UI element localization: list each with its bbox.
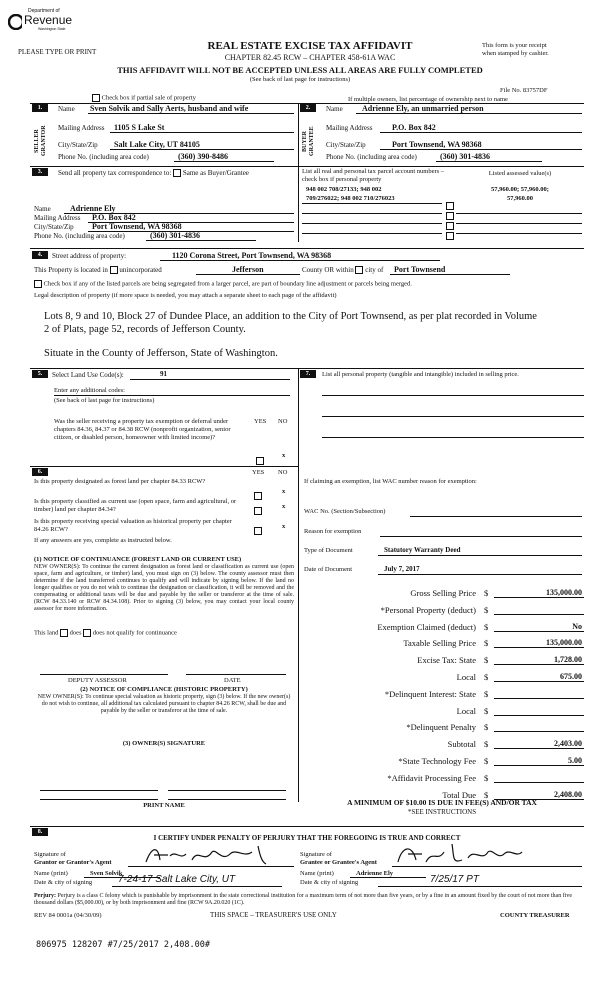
current-use-no-mark[interactable]: x [282,503,286,510]
grantor-sig-label-1: Signature of [34,851,66,858]
grantor-date-city[interactable]: 7-24-17 Salt Lake City, UT [118,874,236,885]
see-instructions: *SEE INSTRUCTIONS [407,808,477,816]
forest-no-mark[interactable]: x [282,488,286,495]
print-name-label: PRINT NAME [143,802,185,809]
logo-word: Revenue [24,13,73,27]
correspondence-name-label: Name [34,205,51,213]
parcel-checkbox-4[interactable] [446,227,454,245]
tax-row-currency: $ [484,588,489,598]
additional-codes: Enter any additional codes: [54,387,125,394]
correspondence-label-text: Send all property tax correspondence to: [58,169,172,177]
grantee-date-label: Date & city of signing [300,879,359,886]
tax-row-currency: $ [484,790,489,800]
please-type: PLEASE TYPE OR PRINT [18,48,97,56]
grantee-name-label: Name (print) [300,870,334,877]
tax-row-label: Excise Tax: State [417,655,476,665]
grantee-sig-label-2: Grantee or Grantee's Agent [300,859,377,866]
tax-row-label: Local [456,706,476,716]
assessed-values-1[interactable]: 57,960.00; 57,960.00; [491,186,549,193]
segregated-line [34,280,594,288]
street-address[interactable]: 1120 Corona Street, Port Townsend, WA 98368 [172,251,332,260]
section-3-number: 3. [32,168,48,176]
tax-row-label: Local [456,672,476,682]
seller-mailing[interactable]: 1105 S Lake St [114,123,165,132]
partial-sale-checkbox[interactable] [92,94,100,102]
buyer-phone-label: Phone No. (including area code) [326,153,417,161]
correspondence-mailing-label: Mailing Address [34,214,81,222]
parcels-label: List all real and personal tax parcel account numbers – check box if personal property [302,168,445,183]
does-label: does [69,629,82,637]
tax-row-currency: $ [484,773,489,783]
county-or-line [302,266,383,274]
multiple-owners: If multiple owners, list percentage of ownership next to name [348,96,508,103]
section6-yes: YES [252,469,265,476]
doc-date-label: Date of Document [304,566,353,573]
grantee-signature[interactable] [392,840,532,868]
assessed-values-2[interactable]: 57,960.00 [507,195,533,202]
tax-row-label: *Personal Property (deduct) [380,605,476,615]
grantee-name[interactable]: Adrienne Ely [356,870,394,877]
correspondence-name[interactable]: Adrienne Ely [70,204,116,213]
tax-row-label: Gross Selling Price [410,588,476,598]
seller-side-label: SELLER GRANTOR [34,125,47,157]
tax-row-currency: $ [484,756,489,766]
seller-phone-label: Phone No. (including area code) [58,153,149,161]
section5-see-back: (See back of last page for instructions) [54,397,155,404]
historic-yes-checkbox[interactable] [254,522,262,540]
treasurer-use: THIS SPACE – TREASURER'S USE ONLY [210,911,337,919]
situate-line[interactable]: Situate in the County of Jefferson, State of Washington. [44,348,278,359]
correspondence-label [58,169,249,177]
grantor-date-label: Date & city of signing [34,879,93,886]
warning: THIS AFFIDAVIT WILL NOT BE ACCEPTED UNLESS ALL AREAS ARE FULLY COMPLETED [117,65,483,75]
unincorporated-checkbox[interactable] [110,266,118,274]
buyer-city[interactable]: Port Townsend, WA 98368 [392,140,482,149]
buyer-side-label: BUYER GRANTEE [302,126,315,156]
same-as-buyer-label: Same as Buyer/Grantee [182,169,249,177]
section6-no: NO [278,469,288,476]
exemption-question: Was the seller receiving a property tax exemption or deferral under chapters 84.36, 84.37 or 84.38 RCW (nonprofit organization, senior citizen, or disabled person, homeowner with limited income)? [54,418,231,441]
partial-sale-label: Check box if partial sale of property [101,94,196,102]
segregated-checkbox[interactable] [34,280,42,288]
section-2-number: 2. [300,104,316,112]
receipt-note-1: This form is your receipt [482,42,547,49]
tax-row-label: Taxable Selling Price [403,638,476,648]
seller-name[interactable]: Sven Solvik and Sally Aerts, husband and wife [90,104,249,113]
current-use-yes-checkbox[interactable] [254,502,262,520]
section-7-number: 7. [300,370,316,378]
perjury-text: Perjury is a class C felony which is punishable by imprisonment in the state correctional institution for a maximum term of not more than five years, or by a fine in an amount fixed by the court of not more than five thousand dollars ($5,000.00), or by both imprisonment and fine (RCW 9A.20.020 (1C). [34,893,573,906]
file-no: File No. 83757DF [500,87,548,94]
street-label: Street address of property: [52,252,127,260]
tax-row-currency: $ [484,605,489,615]
within-city-checkbox[interactable] [355,266,363,274]
parcel-numbers-1[interactable]: 948 002 708/27133; 948 002 [306,186,382,193]
doc-date[interactable]: July 7, 2017 [384,565,420,573]
tax-row-currency: $ [484,638,489,648]
correspondence-city[interactable]: Port Townsend, WA 98368 [92,222,182,231]
form-chapter: CHAPTER 82.45 RCW – CHAPTER 458-61A WAC [224,53,396,62]
receipt-note-2: when stamped by cashier. [482,50,549,57]
grantor-name-label: Name (print) [34,870,68,877]
notice-continuance-title: (1) NOTICE OF CONTINUANCE (FOREST LAND OR CURRENT USE) [34,556,242,563]
unincorporated-label: unincorporated [119,266,162,274]
this-land-line [34,629,177,637]
tax-row-currency: $ [484,706,489,716]
tax-row-label: *Affidavit Processing Fee [387,773,476,783]
section5-no: NO [278,418,288,425]
legal-description-2[interactable]: 2 of Plats, page 52, records of Jefferson County. [44,324,246,335]
notice-compliance-body: NEW OWNER(S): To continue special valuation as historic property, sign (3) below. If the new owner(s) do not wish to continue, all additional tax calculated pursuant to chapter 84.26 RCW, shall be due and payable by the seller or transferor at the time of sale. [37,694,291,714]
county-or-label: County OR within [302,266,354,274]
tax-row-value[interactable]: 1,728.00 [554,655,582,664]
seller-phone[interactable]: (360) 390-8486 [178,152,228,161]
certify-statement: I CERTIFY UNDER PENALTY OF PERJURY THAT THE FOREGOING IS TRUE AND CORRECT [153,834,461,842]
exemption-no-mark[interactable]: x [282,452,286,459]
form-title: REAL ESTATE EXCISE TAX AFFIDAVIT [207,40,413,52]
legal-description-1[interactable]: Lots 8, 9 and 10, Block 27 of Dundee Place, an addition to the City of Port Townsend, as per plat recorded in Volume [44,311,537,322]
tax-row-value[interactable]: 5.00 [568,756,582,765]
county-treasurer: COUNTY TREASURER [500,912,570,919]
notice-continuance-body: NEW OWNER(S): To continue the current designation as forest land or classification as current use (open space, farm and agriculture, or timber) land, you must sign on (3) below. The county assessor must then determine if the land transferred continues to qualify and will indicate by signing below. If the land no longer qualifies or you do not wish to continue the designation or classification, it will be removed and the compensating or additional taxes will be due and payable by the seller or transferor at the time of sale. (RCW 84.33.140 or RCW 84.34.108). Prior to signing (3) below, you may contact your local county assessor for more information. [34,564,294,612]
rev-number: REV 84 0001a (04/30/09) [34,912,102,919]
partial-sale [92,94,196,102]
tax-row-label: *Delinquent Penalty [406,722,476,732]
section5-yes: YES [254,418,267,425]
tax-row-label: Subtotal [447,739,476,749]
logo-line3: Washington State [38,27,66,31]
logo-swoosh-icon [8,14,22,30]
section-6-number: 6. [32,468,48,476]
correspondence-city-label: City/State/Zip [34,223,74,231]
notice-compliance-title: (2) NOTICE OF COMPLIANCE (HISTORIC PROPERTY) [80,686,248,693]
doc-type-label: Type of Document [304,547,353,554]
historic-question: Is this property receiving special valuation as historical property per chapter 84.26 RCW? [34,518,232,533]
seller-city[interactable]: Salt Lake City, UT 84105 [114,140,200,149]
grantor-sig-label-2: Grantor or Grantor's Agent [34,859,112,866]
buyer-mailing[interactable]: P.O. Box 842 [392,123,436,132]
legal-label: Legal description of property (if more space is needed, you may attach a separate sheet to each page of the affidavit) [34,292,337,299]
section-4-number: 4. [32,251,48,259]
section-5-number: 5. [32,370,48,378]
grantee-date-city[interactable]: 7/25/17 PT [430,874,479,885]
treasurer-stamp: 806975 128207 #7/25/2017 2,408.00# [36,940,210,950]
tax-row-currency: $ [484,722,489,732]
section6-note: If any answers are yes, complete as instructed below. [34,537,172,544]
personal-property-label: List all personal property (tangible and intangible) included in selling price. [322,371,519,378]
perjury-label: Perjury: [34,893,56,899]
segregated-label: Check box if any of the listed parcels are being segregated from a larger parcel, are part of boundary line adjustment or parcels being merged. [43,280,412,288]
tax-row-label: *State Technology Fee [398,756,476,766]
correspondence-phone[interactable]: (360) 301-4836 [150,231,200,240]
see-back: (See back of last page for instructions) [249,76,351,83]
tax-row-value[interactable]: 2,408.00 [554,790,582,799]
tax-row-currency: $ [484,655,489,665]
seller-city-label: City/State/Zip [58,141,98,149]
current-use-question: Is this property classified as current use (open space, farm and agricultural, or timber) land per chapter 84.34? [34,498,237,513]
tax-row-label: Total Due [442,790,476,800]
does-not-checkbox[interactable] [83,629,91,637]
this-land-label: This land [34,629,59,637]
minimum-due-note: A MINIMUM OF $10.00 IS DUE IN FEE(S) AND/OR TAX [347,798,537,807]
assessor-date-label: DATE [224,677,241,684]
forest-land-question: Is this property designated as forest land per chapter 84.33 RCW? [34,478,206,485]
tax-row-value[interactable]: 2,403.00 [554,739,582,748]
tax-row-value[interactable]: No [572,622,582,631]
seller-mailing-label: Mailing Address [58,124,105,132]
tax-row-value[interactable]: 135,000.00 [546,588,582,597]
correspondence-mailing[interactable]: P.O. Box 842 [92,213,136,222]
section-1-number: 1. [32,104,48,112]
section-8-number: 8. [32,828,48,836]
reason-label: Reason for exemption [304,528,362,535]
city-of-label: city of [365,266,384,274]
grantor-name[interactable]: Sven Solvik [90,870,123,877]
seller-name-label: Name [58,105,75,113]
doc-type[interactable]: Statutory Warranty Deed [384,546,461,554]
assessed-label: Listed assessed value(s) [488,170,552,177]
tax-row-label: *Delinquent Interest: State [384,689,476,699]
tax-row-value[interactable]: 135,000.00 [546,638,582,647]
same-as-buyer-checkbox[interactable] [173,169,181,177]
tax-row-currency: $ [484,622,489,632]
grantor-signature[interactable] [140,842,290,868]
exemption-yes-checkbox[interactable] [256,452,264,470]
buyer-phone[interactable]: (360) 301-4836 [440,152,490,161]
property-city[interactable]: Port Townsend [394,265,446,274]
parcel-numbers-2[interactable]: 709/276022; 948 002 710/276023 [306,195,395,202]
county-name[interactable]: Jefferson [232,265,264,274]
tax-row-currency: $ [484,689,489,699]
dor-logo [8,8,73,34]
correspondence-phone-label: Phone No. (including area code) [34,232,125,240]
grantee-sig-label-1: Signature of [300,851,332,858]
logo-line1: Department of [28,8,60,14]
exemption-wac-label: If claiming an exemption, list WAC number reason for exemption: [304,478,477,485]
buyer-city-label: City/State/Zip [326,141,366,149]
historic-no-mark[interactable]: x [282,523,286,530]
perjury-notice [34,893,584,907]
buyer-name[interactable]: Adrienne Ely, an unmarried person [362,104,484,113]
tax-row-currency: $ [484,672,489,682]
does-not-label: does not qualify for continuance [92,629,177,637]
land-use-code[interactable]: 91 [160,370,167,378]
deputy-assessor-label: DEPUTY ASSESSOR [68,677,127,684]
buyer-mailing-label: Mailing Address [326,124,373,132]
does-checkbox[interactable] [60,629,68,637]
buyer-name-label: Name [326,105,343,113]
owner-signature-label: (3) OWNER(S) SIGNATURE [122,740,206,747]
located-label: This Property is located in [34,266,108,274]
wac-no-label: WAC No. (Section/Subsection) [304,508,386,515]
tax-row-value[interactable]: 675.00 [560,672,582,681]
tax-row-label: Exemption Claimed (deduct) [377,622,476,632]
tax-row-currency: $ [484,739,489,749]
land-use-label: Select Land Use Code(s): [52,371,124,379]
